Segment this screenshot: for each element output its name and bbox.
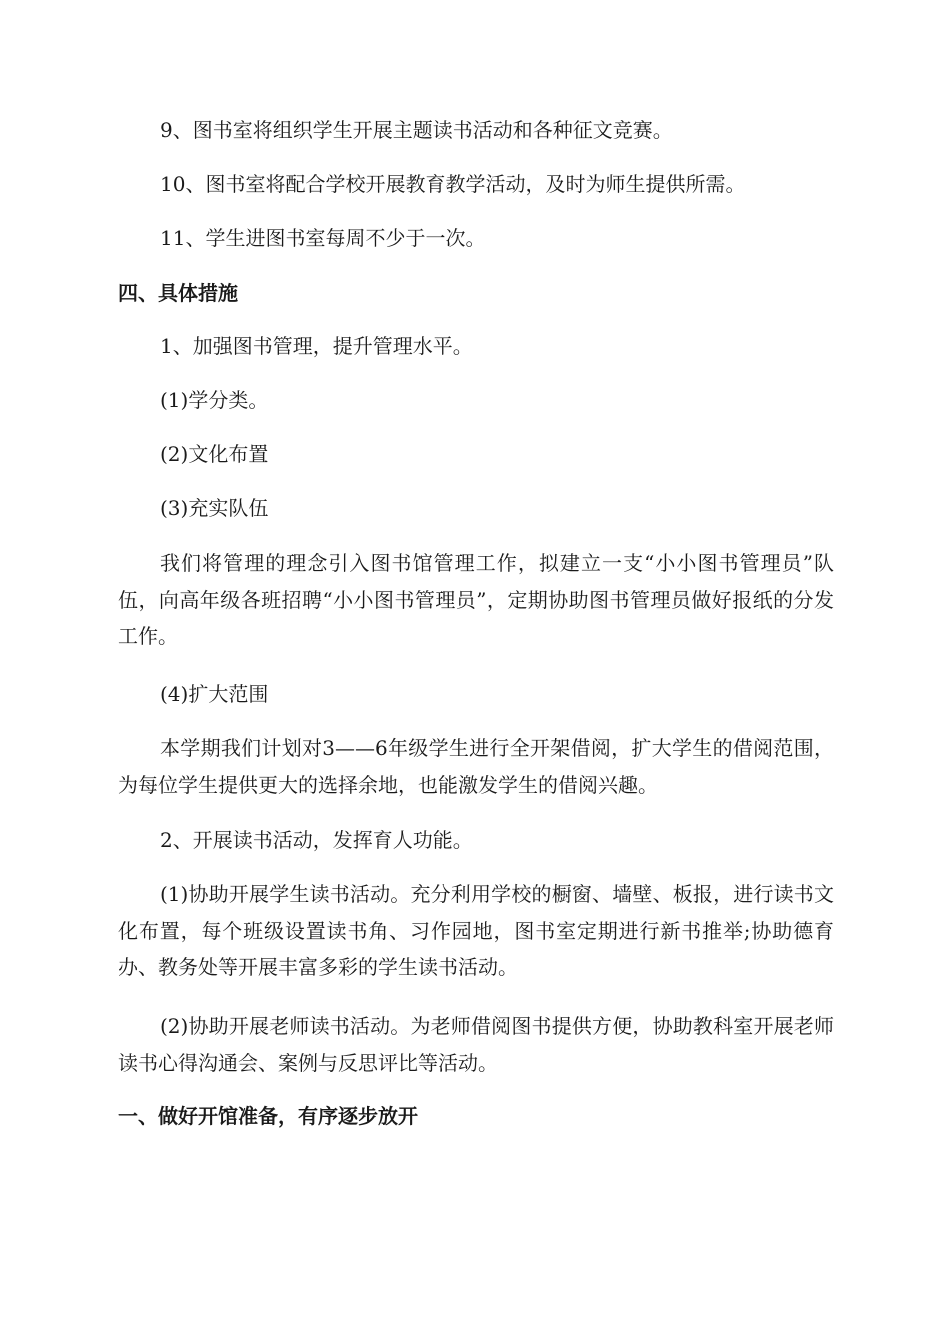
- section-heading-opening: 一、做好开馆准备，有序逐步放开: [118, 1104, 418, 1128]
- measure-point-2: 2、开展读书活动，发挥育人功能。: [160, 828, 473, 852]
- section-heading-measures: 四、具体措施: [118, 281, 238, 305]
- sub-point-classification: (1)学分类。: [160, 388, 269, 412]
- paragraph-range: 本学期我们计划对3——6年级学生进行全开架借阅，扩大学生的借阅范围，为每位学生提供更大的选择余地，也能激发学生的借阅兴趣。: [118, 736, 834, 797]
- paragraph-student-reading: (1)协助开展学生读书活动。充分利用学校的橱窗、墙壁、板报，进行读书文化布置，每个班级设置读书角、习作园地，图书室定期进行新书推举;协助德育办、教务处等开展丰富多彩的学生读书活动。: [118, 882, 834, 979]
- list-item-9: 9、图书室将组织学生开展主题读书活动和各种征文竞赛。: [160, 118, 673, 142]
- sub-point-team: (3)充实队伍: [160, 496, 269, 520]
- list-item-11: 11、学生进图书室每周不少于一次。: [160, 226, 486, 250]
- measure-point-1: 1、加强图书管理，提升管理水平。: [160, 334, 473, 358]
- paragraph-teacher-reading: (2)协助开展老师读书活动。为老师借阅图书提供方便，协助教科室开展老师读书心得沟通会、案例与反思评比等活动。: [118, 1014, 834, 1075]
- sub-point-cultural-layout: (2)文化布置: [160, 442, 269, 466]
- paragraph-team: 我们将管理的理念引入图书馆管理工作，拟建立一支“小小图书管理员”队伍，向高年级各班招聘“小小图书管理员”，定期协助图书管理员做好报纸的分发工作。: [118, 551, 834, 648]
- sub-point-range: (4)扩大范围: [160, 682, 269, 706]
- list-item-10: 10、图书室将配合学校开展教育教学活动，及时为师生提供所需。: [160, 172, 746, 196]
